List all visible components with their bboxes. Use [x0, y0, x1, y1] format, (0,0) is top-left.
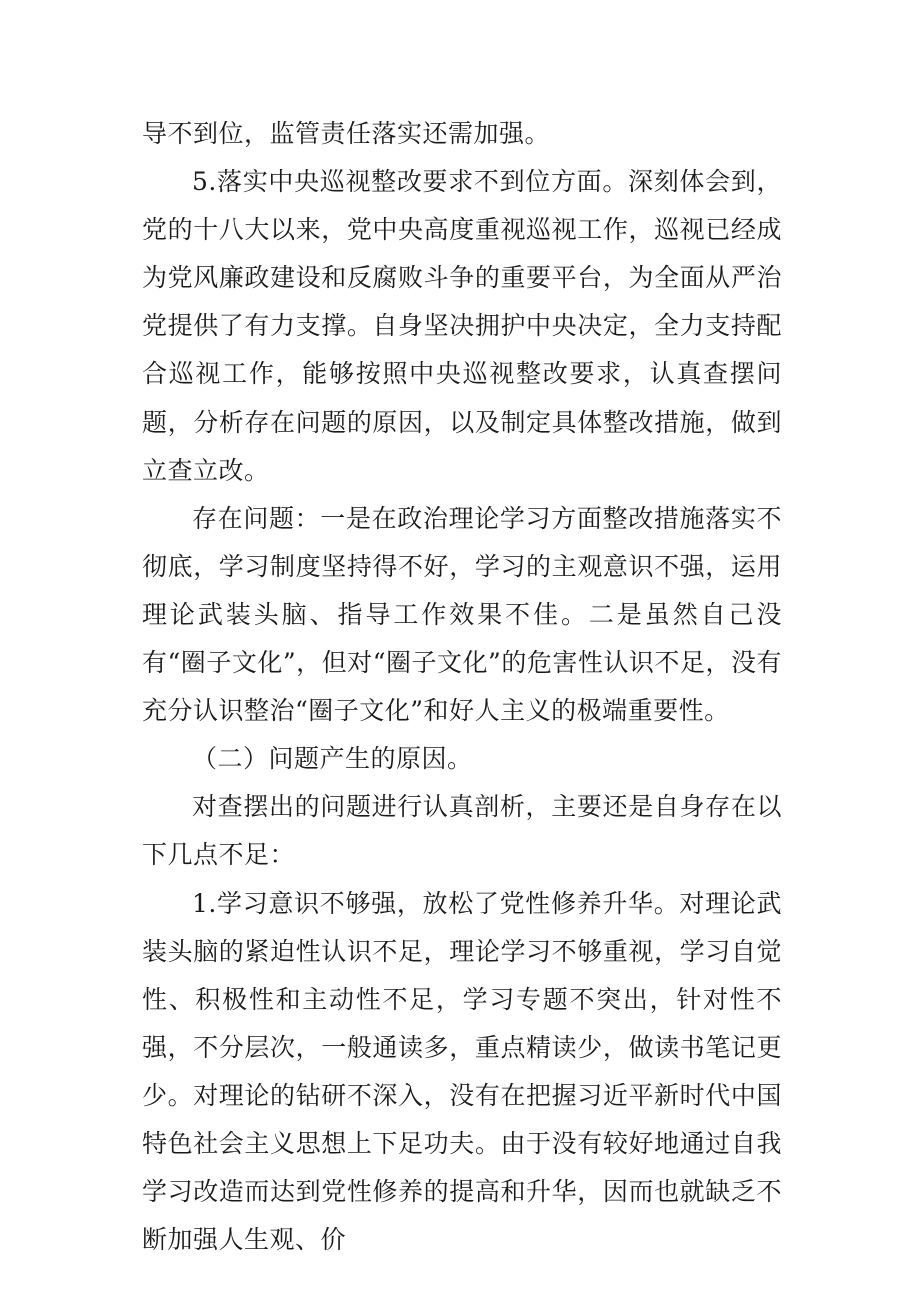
section-heading-causes: （二）问题产生的原因。 — [192, 744, 473, 774]
paragraph-existing-problems: 存在问题：一是在政治理论学习方面整改措施落实不彻底，学习制度坚持得不好，学习的主观意识不强，运用理论武装头脑、指导工作效果不佳。二是虽然自己没有“圈子文化”，但对“圈子文化”的危害性认识不足，没有充分认识整治“圈子文化”和好人主义的极端重要性。 — [142, 503, 782, 726]
paragraph-continuation: 导不到位，监管责任落实还需加强。 — [142, 119, 551, 148]
paragraph-item-5: 5.落实中央巡视整改要求不到位方面。深刻体会到，党的十八大以来，党中央高度重视巡视工作，巡视已经成为党风廉政建设和反腐败斗争的重要平台，为全面从严治党提供了有力支撑。自身坚决拥护中央决定，全力支持配合巡视工作，能够按照中央巡视整改要求，认真查摆问题，分析存在问题的原因，以及制定具体整改措施，做到立查立改。 — [142, 167, 782, 485]
document-body — [142, 110, 782, 1264]
paragraph-item-1: 1.学习意识不够强，放松了党性修养升华。对理论武装头脑的紧迫性认识不足，理论学习不够重视，学习自觉性、积极性和主动性不足，学习专题不突出，针对性不强，不分层次，一般通读多，重点精读少，做读书笔记更少。对理论的钻研不深入，没有在把握习近平新时代中国特色社会主义思想上下足功夫。由于没有较好地通过自我学习改造而达到党性修养的提高和升华，因而也就缺乏不断加强人生观、价 — [142, 888, 782, 1255]
paragraph-analysis-intro: 对查摆出的问题进行认真剖析，主要还是自身存在以下几点不足： — [142, 792, 782, 870]
